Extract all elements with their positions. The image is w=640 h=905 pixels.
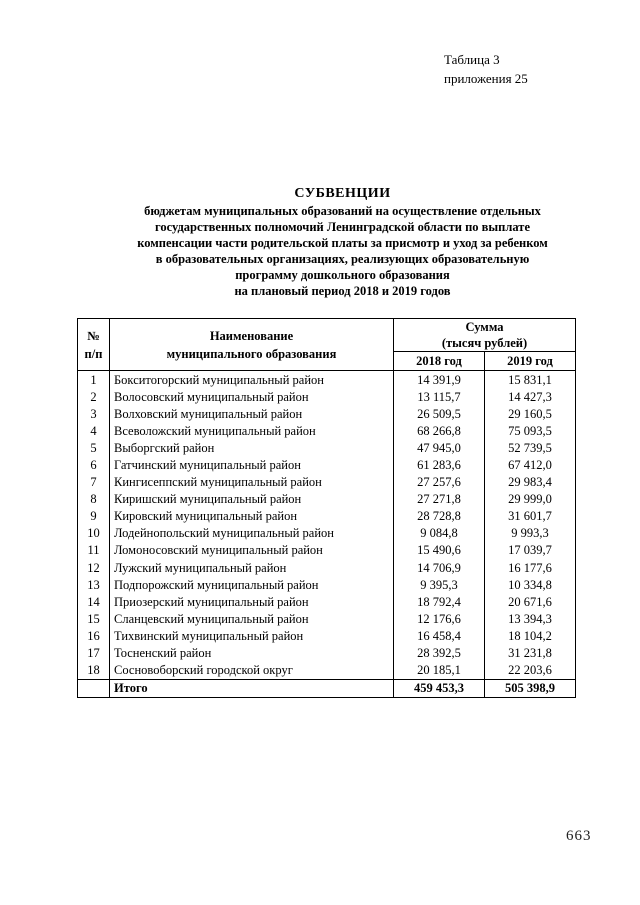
municipality-name: Сланцевский муниципальный район [110, 610, 394, 627]
heading-line: бюджетам муниципальных образований на осуществление отдельных [144, 204, 541, 218]
amount-2018: 26 509,5 [394, 405, 485, 422]
amount-2018: 15 490,6 [394, 542, 485, 559]
amount-2019: 22 203,6 [485, 662, 576, 680]
amount-2019: 20 671,6 [485, 593, 576, 610]
amount-2018: 27 257,6 [394, 474, 485, 491]
header-number [78, 319, 110, 371]
table-row [78, 456, 576, 473]
table-reference: Таблица 3 [444, 52, 500, 67]
table-row [78, 508, 576, 525]
amount-2018: 68 266,8 [394, 422, 485, 439]
amount-2018: 20 185,1 [394, 662, 485, 680]
amount-2018: 13 115,7 [394, 388, 485, 405]
header-sum [394, 319, 576, 352]
subsidies-table [77, 318, 576, 698]
amount-2019: 31 601,7 [485, 508, 576, 525]
table-row [78, 593, 576, 610]
amount-2019: 67 412,0 [485, 456, 576, 473]
row-number: 4 [78, 422, 110, 439]
row-number: 9 [78, 508, 110, 525]
amount-2019: 13 394,3 [485, 610, 576, 627]
table-row [78, 491, 576, 508]
header-name [110, 319, 394, 371]
municipality-name: Волосовский муниципальный район [110, 388, 394, 405]
municipality-name: Кингисеппский муниципальный район [110, 474, 394, 491]
row-number: 10 [78, 525, 110, 542]
amount-2018: 9 084,8 [394, 525, 485, 542]
heading-line: программу дошкольного образования [235, 268, 450, 282]
table-row [78, 474, 576, 491]
amount-2019: 29 160,5 [485, 405, 576, 422]
table-row [78, 422, 576, 439]
amount-2018: 14 706,9 [394, 559, 485, 576]
row-number: 11 [78, 542, 110, 559]
table-row [78, 645, 576, 662]
municipality-name: Тосненский район [110, 645, 394, 662]
municipality-name: Гатчинский муниципальный район [110, 456, 394, 473]
municipality-name: Приозерский муниципальный район [110, 593, 394, 610]
amount-2019: 18 104,2 [485, 627, 576, 644]
total-row [78, 679, 576, 697]
table-row [78, 576, 576, 593]
municipality-name: Лодейнопольский муниципальный район [110, 525, 394, 542]
heading-line: государственных полномочий Ленинградской области по выплате [154, 220, 530, 234]
header-sum-line1: Сумма [465, 320, 504, 334]
amount-2019: 14 427,3 [485, 388, 576, 405]
row-number: 12 [78, 559, 110, 576]
row-number: 7 [78, 474, 110, 491]
amount-2018: 18 792,4 [394, 593, 485, 610]
table-row [78, 371, 576, 389]
municipality-name: Сосновоборский городской округ [110, 662, 394, 680]
row-number: 18 [78, 662, 110, 680]
document-title: СУБВЕНЦИИ [294, 186, 391, 201]
row-number: 13 [78, 576, 110, 593]
table-row [78, 627, 576, 644]
amount-2018: 14 391,9 [394, 371, 485, 389]
table-body [78, 371, 576, 680]
amount-2019: 16 177,6 [485, 559, 576, 576]
municipality-name: Киришский муниципальный район [110, 491, 394, 508]
table-row [78, 525, 576, 542]
amount-2019: 10 334,8 [485, 576, 576, 593]
row-number: 14 [78, 593, 110, 610]
total-2018: 459 453,3 [394, 679, 485, 697]
table-row [78, 388, 576, 405]
table-row [78, 662, 576, 680]
municipality-name: Тихвинский муниципальный район [110, 627, 394, 644]
amount-2019: 15 831,1 [485, 371, 576, 389]
amount-2018: 61 283,6 [394, 456, 485, 473]
header-number-abbr: п/п [84, 346, 103, 361]
header-year-2018: 2018 год [394, 352, 485, 371]
row-number: 17 [78, 645, 110, 662]
header-number-symbol: № [87, 328, 100, 343]
amount-2019: 29 983,4 [485, 474, 576, 491]
row-number: 5 [78, 439, 110, 456]
table-row [78, 439, 576, 456]
header-year-2019: 2019 год [485, 352, 576, 371]
appendix-reference: приложения 25 [444, 71, 528, 86]
header-name-line1: Наименование [209, 328, 294, 343]
amount-2018: 12 176,6 [394, 610, 485, 627]
municipality-name: Выборгский район [110, 439, 394, 456]
row-number: 8 [78, 491, 110, 508]
amount-2019: 9 993,3 [485, 525, 576, 542]
row-number: 16 [78, 627, 110, 644]
row-number: 6 [78, 456, 110, 473]
municipality-name: Бокситогорский муниципальный район [110, 371, 394, 389]
row-number: 1 [78, 371, 110, 389]
amount-2018: 28 392,5 [394, 645, 485, 662]
row-number: 3 [78, 405, 110, 422]
amount-2019: 75 093,5 [485, 422, 576, 439]
municipality-name: Подпорожский муниципальный район [110, 576, 394, 593]
table-row [78, 610, 576, 627]
amount-2018: 47 945,0 [394, 439, 485, 456]
header-name-line2: муниципального образования [166, 346, 337, 361]
heading-line: на плановый период 2018 и 2019 годов [234, 284, 451, 298]
total-label: Итого [110, 679, 394, 697]
municipality-name: Лужский муниципальный район [110, 559, 394, 576]
header-sum-units: (тысяч рублей) [441, 336, 528, 350]
amount-2018: 28 728,8 [394, 508, 485, 525]
table-row [78, 542, 576, 559]
appendix-note [444, 50, 528, 88]
table-row [78, 559, 576, 576]
row-number: 15 [78, 610, 110, 627]
total-2019: 505 398,9 [485, 679, 576, 697]
municipality-name: Волховский муниципальный район [110, 405, 394, 422]
table-row [78, 405, 576, 422]
heading-line: компенсации части родительской платы за присмотр и уход за ребенком [137, 236, 548, 250]
heading-line: в образовательных организациях, реализующих образовательную [155, 252, 530, 266]
row-number: 2 [78, 388, 110, 405]
amount-2019: 52 739,5 [485, 439, 576, 456]
document-heading [40, 184, 640, 299]
amount-2018: 9 395,3 [394, 576, 485, 593]
municipality-name: Кировский муниципальный район [110, 508, 394, 525]
amount-2018: 16 458,4 [394, 627, 485, 644]
amount-2018: 27 271,8 [394, 491, 485, 508]
amount-2019: 29 999,0 [485, 491, 576, 508]
page-number: 663 [566, 828, 592, 844]
municipality-name: Всеволожский муниципальный район [110, 422, 394, 439]
municipality-name: Ломоносовский муниципальный район [110, 542, 394, 559]
amount-2019: 17 039,7 [485, 542, 576, 559]
amount-2019: 31 231,8 [485, 645, 576, 662]
total-number-cell [78, 679, 110, 697]
